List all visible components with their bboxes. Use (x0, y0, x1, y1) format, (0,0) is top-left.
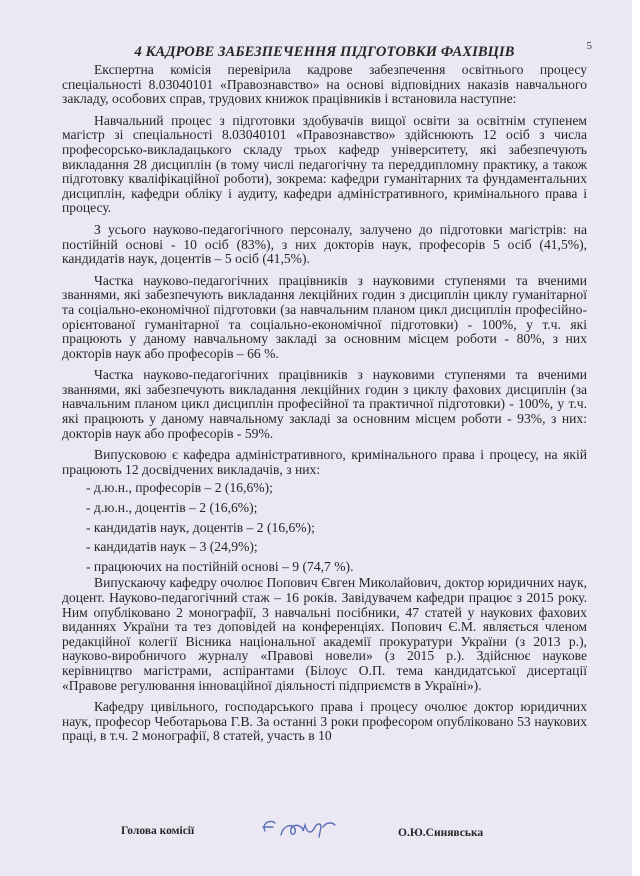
handwritten-signature (259, 813, 339, 843)
list-item: - д.ю.н., професорів – 2 (16,6%); (86, 480, 273, 496)
page-number: 5 (586, 40, 592, 52)
paragraph-civil-law-department: Кафедру цивільного, господарського права і процесу очолює доктор юридичних наук, професор Чеботарьова Г.В. За останні 3 роки професором опубліковано 53 наукових праці, в т.ч. 2 монографії, 8 статей, участь в 10 (62, 699, 587, 744)
paragraph-graduating-department: Випусковою є кафедра адміністративного, кримінального права і процесу, на якій працюють 12 досвідчених викладачів, з них: (62, 447, 587, 477)
signature-title: Голова комісії (121, 825, 195, 837)
paragraph-humanities-share: Частка науково-педагогічних працівників з науковими ступенями та вченими званнями, які забезпечують викладання лекційних годин з дисциплін циклу гуманітарної та соціально-економічної підготовки (за навчальним планом цикл дисциплін професійно-орієнтованої гуманітарної та соціально-економічної підготовки) - 100%, у т.ч. які працюють у даному навчальному закладі за основним місцем роботи - 80%, з них докторів наук або професорів – 66 %. (62, 272, 587, 361)
paragraph-process: Навчальний процес з підготовки здобувачів вищої освіти за освітнім ступенем магістр зі спеціальності 8.03040101 «Правознавство» здійснюють 12 осіб з числа професорсько-викладацького складу трьох кафедр університету, які забезпечують викладання 28 дисциплін (в тому числі педагогічну та переддипломну практику, а також підготовку кваліфікаційної роботи), зокрема: кафедри гуманітарних та фундаментальних дисциплін, кафедри обліку і аудиту, кафедри адміністративного, кримінального права і процесу. (62, 112, 587, 216)
list-item: - кандидатів наук, доцентів – 2 (16,6%); (86, 519, 315, 535)
list-item: - працюючих на постійній основі – 9 (74,7 %). (86, 558, 354, 574)
list-item: - кандидатів наук – 3 (24,9%); (86, 539, 258, 555)
paragraph-staff: З усього науково-педагогічного персоналу, залучено до підготовки магістрів: на постійній основі - 10 осіб (83%), з них докторів наук, професорів 5 осіб (41,5%), кандидатів наук, доцентів – 5 осіб (41,5%). (62, 221, 587, 267)
paragraph-professional-share: Частка науково-педагогічних працівників з науковими ступенями та вченими званнями, які забезпечують викладання лекційних годин з циклу фахових дисциплін (за навчальним планом цикл дисциплін професійної та практичної підготовки) - 100%, у т.ч. які працюють у даному навчальному закладі за основним місцем роботи - 93%, з них: докторів наук або професорів - 59%. (62, 367, 587, 441)
paragraph-head-of-department: Випускаючу кафедру очолює Попович Євген Миколайович, доктор юридичних наук, доцент. Науково-педагогічний стаж – 16 років. Завідувачем кафедри працює з 2015 року. Ним опубліковано 2 монографії, 3 навчальні посібники, 47 статей у наукових фахових виданнях України та тез доповідей на конференціях. Попович Є.М. являється членом редакційної колегії Вісника національної академії прокуратури України (з 2013 р.), науково-виробничого журналу «Правові новели» (з 2015 р.). Здійснює наукове керівництво магістрами, аспірантами (Білоус О.П. тема кандидатської дисертації «Правове регулювання інноваційної діяльності підприємств в Україні»). (62, 575, 587, 693)
section-heading: 4 КАДРОВЕ ЗАБЕЗПЕЧЕННЯ ПІДГОТОВКИ ФАХІВЦІВ (134, 44, 515, 60)
paragraph-intro: Експертна комісія перевірила кадрове забезпечення освітнього процесу спеціальності 8.03040101 «Правознавство» на основі відповідних наказів навчального закладу, особових справ, трудових книжок працівників і встановила наступне: (62, 62, 587, 107)
list-item: - д.ю.н., доцентів – 2 (16,6%); (86, 500, 258, 516)
signature-name: О.Ю.Синявська (398, 827, 484, 839)
signature-block (121, 819, 572, 845)
staff-list (62, 478, 587, 576)
